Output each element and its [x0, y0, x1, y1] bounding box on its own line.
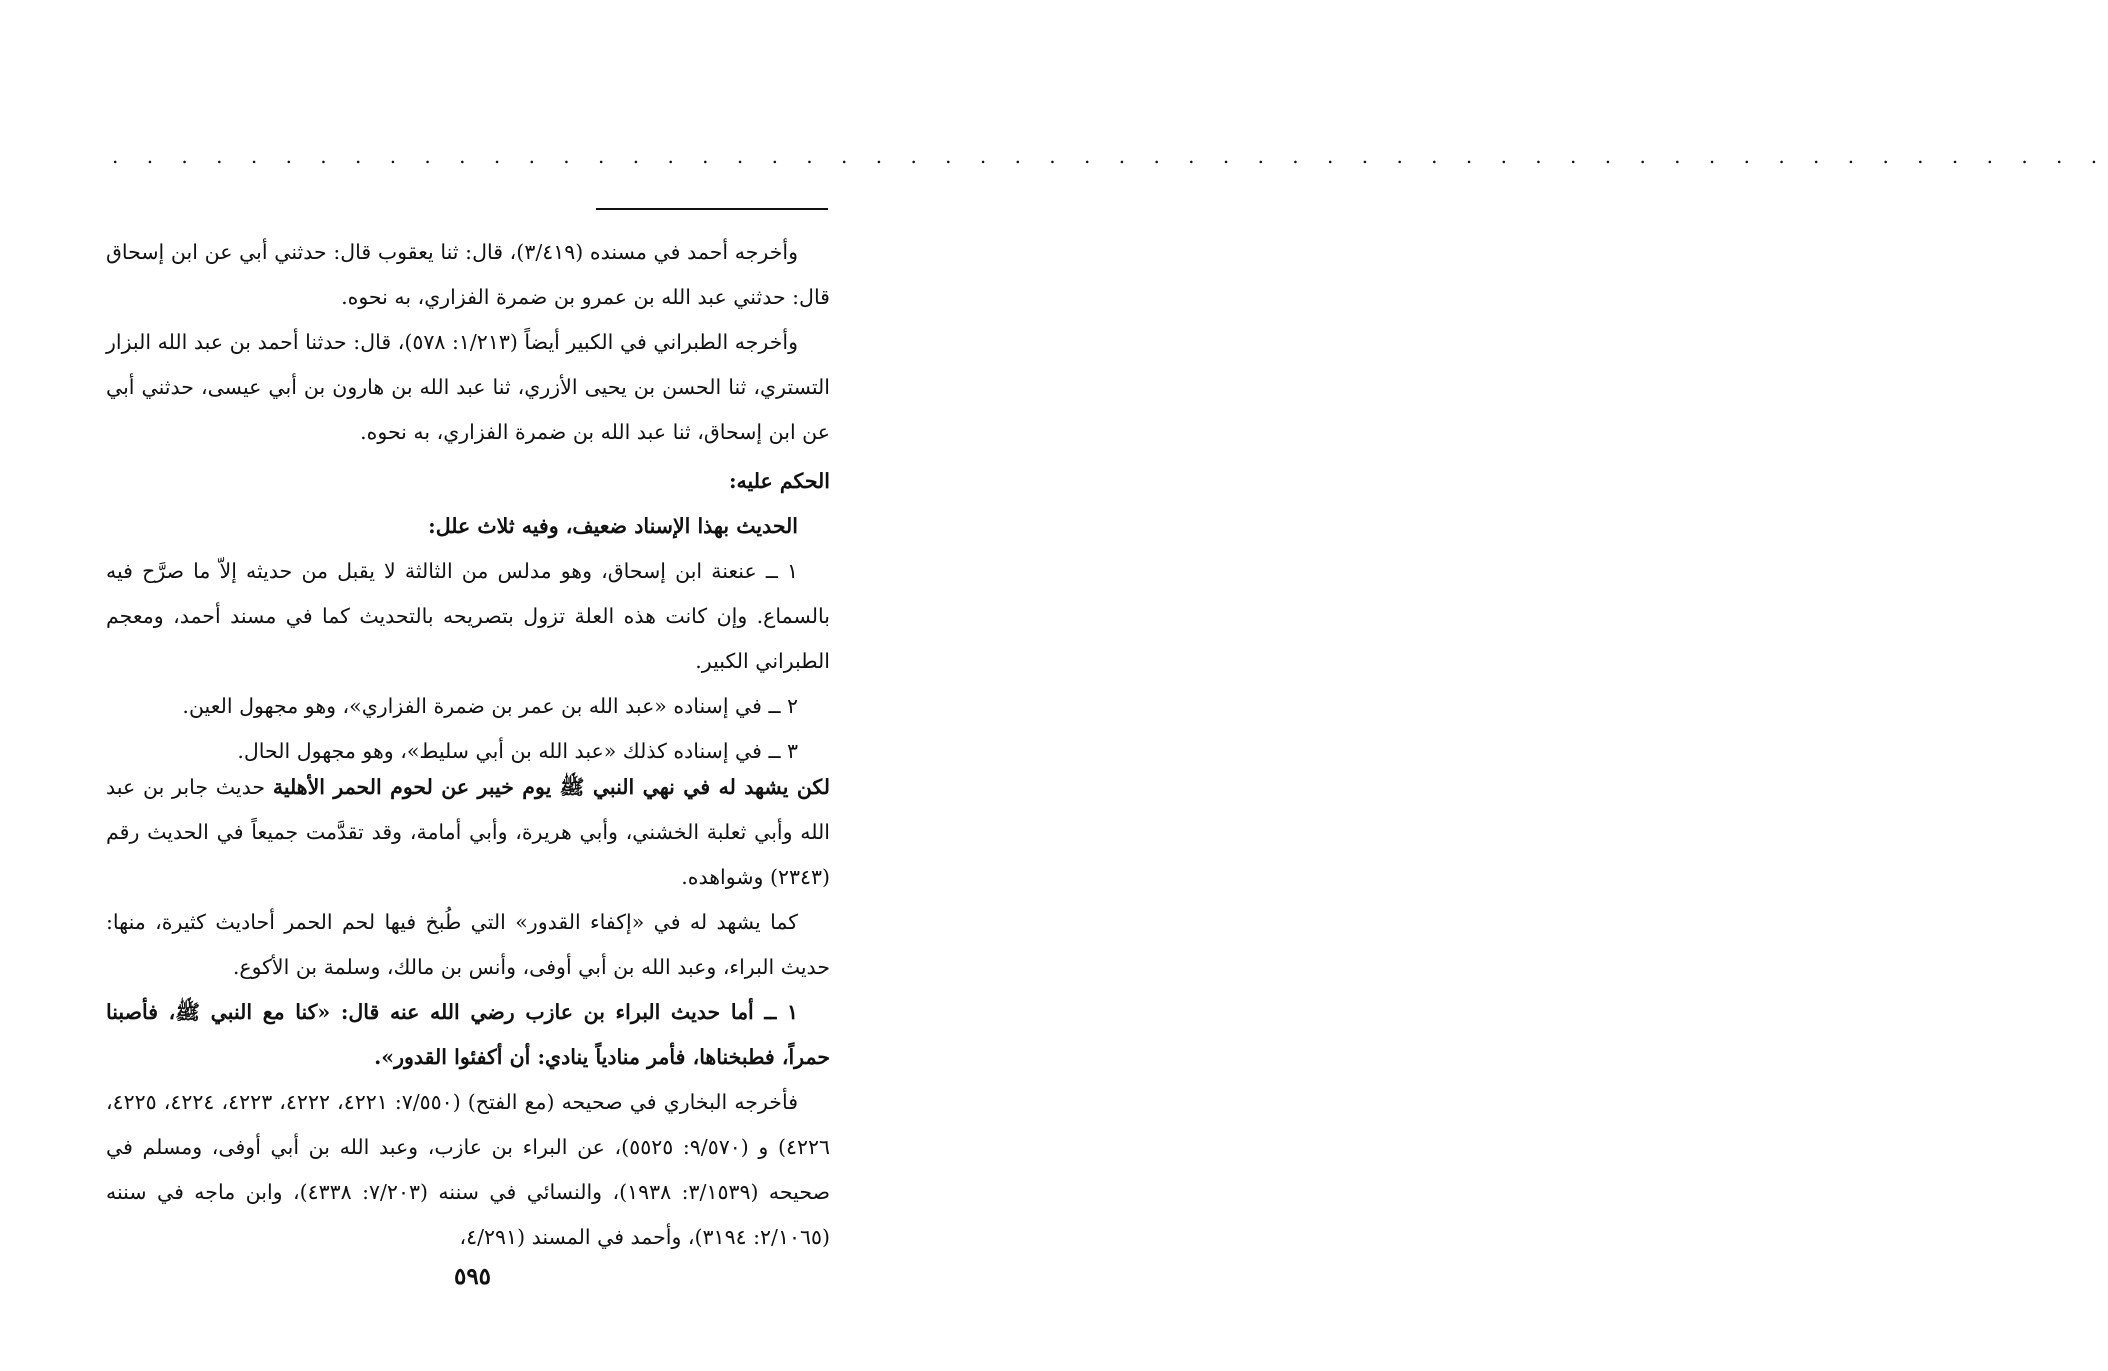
footnote-block [106, 230, 830, 455]
bara-hadith-item [106, 990, 830, 1080]
supporting-evidence-section [106, 765, 830, 1260]
takhrij-paragraph: فأخرجه البخاري في صحيحه (مع الفتح) (٧/٥٥٠: ٤٢٢١، ٤٢٢٢، ٤٢٢٣، ٤٢٢٤، ٤٢٢٥، ٤٢٢٦) و (٩/٥٧٠: ٥٥٢٥)، عن البراء بن عازب، وعبد الله بن أبي أوفى، ومسلم في صحيحه (٣/١٥٣٩: ١٩٣٨)، والنسائي في سننه (٧/٢٠٣: ٤٣٣٨)، وابن ماجه في سننه (٢/١٠٦٥: ٣١٩٤)، وأحمد في المسند (٤/٢٩١، [106, 1090, 830, 1249]
ruling-heading: الحكم عليه: [728, 469, 830, 493]
footnote-paragraph-ahmad: وأخرجه أحمد في مسنده (٣/٤١٩)، قال: ثنا يعقوب قال: حدثني أبي عن ابن إسحاق قال: حدثني عبد الله بن عمرو بن ضمرة الفزاري، به نحوه. [106, 240, 830, 309]
ruling-defect-1: ١ ــ عنعنة ابن إسحاق، وهو مدلس من الثالثة لا يقبل من حديثه إلاّ ما صرَّح فيه بالسماع. وإن كانت هذه العلة تزول بتصريحه بالتحديث كما في مسند أحمد، ومعجم الطبراني الكبير. [106, 559, 830, 673]
ruling-intro: الحديث بهذا الإسناد ضعيف، وفيه ثلاث علل: [428, 514, 798, 538]
supporting-rest: حديث جابر بن عبد الله وأبي ثعلبة الخشني، وأبي هريرة، وأبي أمامة، وقد تقدَّمت جميعاً في الحديث رقم (٢٣٤٣) وشواهده. [106, 775, 830, 889]
ruling-section [106, 459, 830, 774]
bara-hadith-quote: «كنا مع النبي ﷺ، فأصبنا حمراً، فطبخناها، فأمر منادياً ينادي: أن أكفئوا القدور». [106, 1000, 830, 1069]
supporting-paragraph-2: كما يشهد له في «إكفاء القدور» التي طُبخ فيها لحم الحمر أحاديث كثيرة، منها: حديث البراء، وعبد الله بن أبي أوفى، وأنس بن مالك، وسلمة بن الأكوع. [106, 910, 830, 979]
supporting-lead: لكن يشهد له في نهي النبي ﷺ يوم خيبر عن لحوم الحمر الأهلية [272, 775, 830, 799]
supporting-paragraph-1 [106, 765, 830, 900]
footnote-paragraph-tabarani: وأخرجه الطبراني في الكبير أيضاً (١/٢١٣: ٥٧٨)، قال: حدثنا أحمد بن عبد الله البزار التستري، ثنا الحسن بن يحيى الأزري، ثنا عبد الله بن هارون بن أبي عيسى، حدثني أبي عن ابن إسحاق، ثنا عبد الله بن ضمرة الفزاري، به نحوه. [106, 330, 830, 444]
footnote-rule [596, 208, 828, 210]
dotted-separator: . . . . . . . . . . . . . . . . . . . . . . . . . . . . . . . . . . . . . . . . . . . . . . . . . . . . . . . . . . [112, 144, 2108, 168]
ruling-defect-2: ٢ ــ في إسناده «عبد الله بن عمر بن ضمرة الفزاري»، وهو مجهول العين. [182, 694, 798, 718]
ruling-defect-3: ٣ ــ في إسناده كذلك «عبد الله بن أبي سليط»، وهو مجهول الحال. [237, 739, 798, 763]
bara-hadith-prefix: ١ ــ أما حديث البراء بن عازب رضي الله عنه قال: [330, 1000, 799, 1024]
page-number: ٥٩٥ [453, 1263, 492, 1290]
